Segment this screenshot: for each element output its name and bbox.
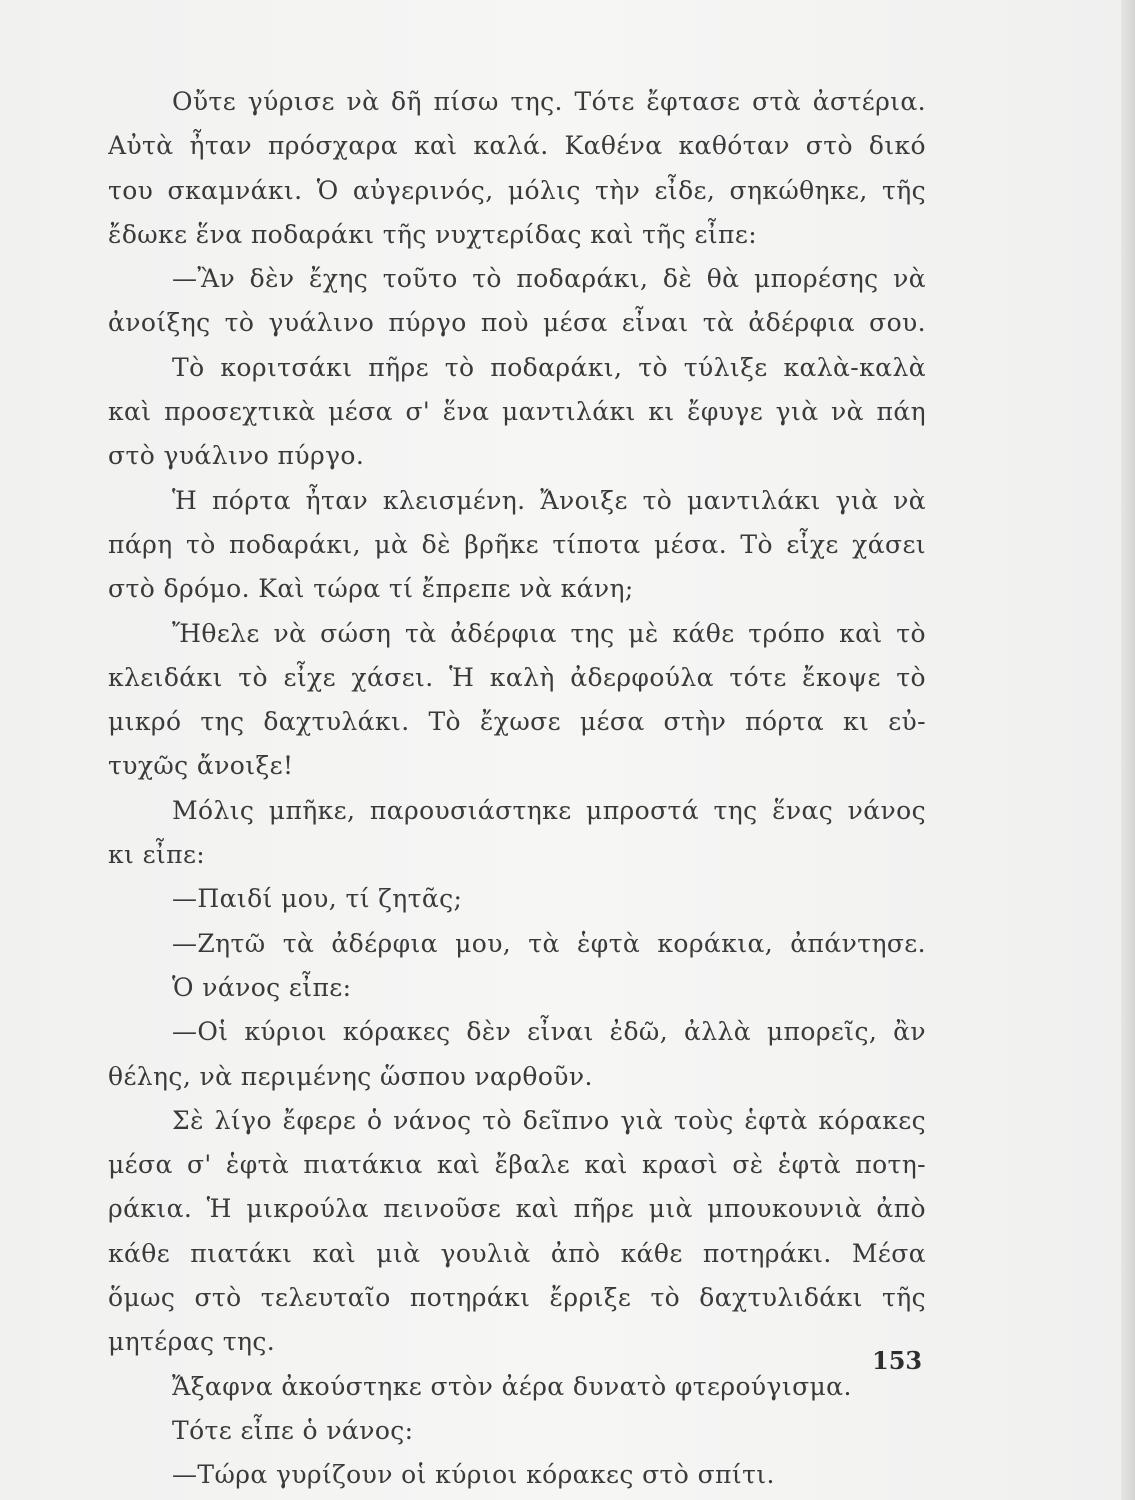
text-line: Ἡ πόρτα ἦταν κλεισμένη. Ἄνοιξε τὸ μαντιλάκι γιὰ νὰ: [172, 485, 926, 515]
text-line: καὶ προσεχτικὰ μέσα σ' ἕνα μαντιλάκι κι ἔφυγε γιὰ νὰ πάη: [108, 397, 926, 427]
text-line: του σκαμνάκι. Ὁ αὐγερινός, μόλις τὴν εἶδε, σηκώθηκε, τῆς: [108, 175, 926, 205]
text-line: —Οἱ κύριοι κόρακες δὲν εἶναι ἐδῶ, ἀλλὰ μπορεῖς, ἂν: [172, 1017, 926, 1047]
text-line: ἔδωκε ἕνα ποδαράκι τῆς νυχτερίδας καὶ τῆς εἶπε:: [108, 219, 758, 249]
text-line: Αὐτὰ ἦταν πρόσχαρα καὶ καλά. Καθένα καθόταν στὸ δικό: [108, 131, 926, 161]
text-line: —Παιδί μου, τί ζητᾶς;: [172, 884, 463, 914]
text-line: μέσα σ' ἑφτὰ πιατάκια καὶ ἔβαλε καὶ κρασὶ σὲ ἑφτὰ ποτη-: [108, 1150, 926, 1180]
text-line: κι εἶπε:: [108, 840, 206, 870]
body-text: [108, 80, 926, 1498]
text-line: Ὁ νάνος εἶπε:: [172, 972, 352, 1002]
text-line: μικρό της δαχτυλάκι. Τὸ ἔχωσε μέσα στὴν πόρτα κι εὐ-: [108, 707, 926, 737]
text-line: τυχῶς ἄνοιξε!: [108, 751, 294, 781]
text-line: Τότε εἶπε ὁ νάνος:: [172, 1415, 414, 1445]
text-line: ὅμως στὸ τελευταῖο ποτηράκι ἔρριξε τὸ δαχτυλιδάκι τῆς: [108, 1283, 926, 1313]
text-line: ἀνοίξης τὸ γυάλινο πύργο ποὺ μέσα εἶναι τὰ ἀδέρφια σου.: [108, 308, 926, 338]
text-line: μητέρας της.: [108, 1327, 276, 1357]
text-line: Οὔτε γύρισε νὰ δῆ πίσω της. Τότε ἔφτασε στὰ ἀστέρια.: [172, 87, 926, 116]
text-line: Μόλις μπῆκε, παρουσιάστηκε μπροστά της ἕνας νάνος: [172, 795, 926, 825]
text-line: Ἄξαφνα ἀκούστηκε στὸν ἀέρα δυνατὸ φτερούγισμα.: [172, 1371, 852, 1401]
text-line: —Τώρα γυρίζουν οἱ κύριοι κόρακες στὸ σπίτι.: [172, 1460, 775, 1490]
text-line: —Ἂν δὲν ἔχης τοῦτο τὸ ποδαράκι, δὲ θὰ μπορέσης νὰ: [172, 264, 926, 294]
text-line: Τὸ κοριτσάκι πῆρε τὸ ποδαράκι, τὸ τύλιξε καλὰ-καλὰ: [172, 352, 926, 382]
page-edge-shadow: [1121, 0, 1135, 1500]
text-line: κλειδάκι τὸ εἶχε χάσει. Ἡ καλὴ ἀδερφούλα τότε ἔκοψε τὸ: [108, 662, 926, 692]
text-line: —Ζητῶ τὰ ἀδέρφια μου, τὰ ἑφτὰ κοράκια, ἀπάντησε.: [172, 928, 926, 958]
text-line: κάθε πιατάκι καὶ μιὰ γουλιὰ ἀπὸ κάθε ποτηράκι. Μέσα: [108, 1238, 926, 1268]
text-line: στὸ γυάλινο πύργο.: [108, 441, 365, 471]
text-line: ράκια. Ἡ μικρούλα πεινοῦσε καὶ πῆρε μιὰ μπουκουνιὰ ἀπὸ: [108, 1194, 926, 1224]
text-line: Σὲ λίγο ἔφερε ὁ νάνος τὸ δεῖπνο γιὰ τοὺς ἑφτὰ κόρακες: [172, 1105, 926, 1135]
text-line: πάρη τὸ ποδαράκι, μὰ δὲ βρῆκε τίποτα μέσα. Τὸ εἶχε χάσει: [108, 529, 926, 559]
page-number: 153: [872, 1346, 923, 1375]
text-line: Ἤθελε νὰ σώση τὰ ἀδέρφια της μὲ κάθε τρόπο καὶ τὸ: [172, 618, 926, 648]
text-line: θέλης, νὰ περιμένης ὥσπου ναρθοῦν.: [108, 1061, 593, 1091]
text-line: στὸ δρόμο. Καὶ τώρα τί ἔπρεπε νὰ κάνη;: [108, 574, 634, 604]
